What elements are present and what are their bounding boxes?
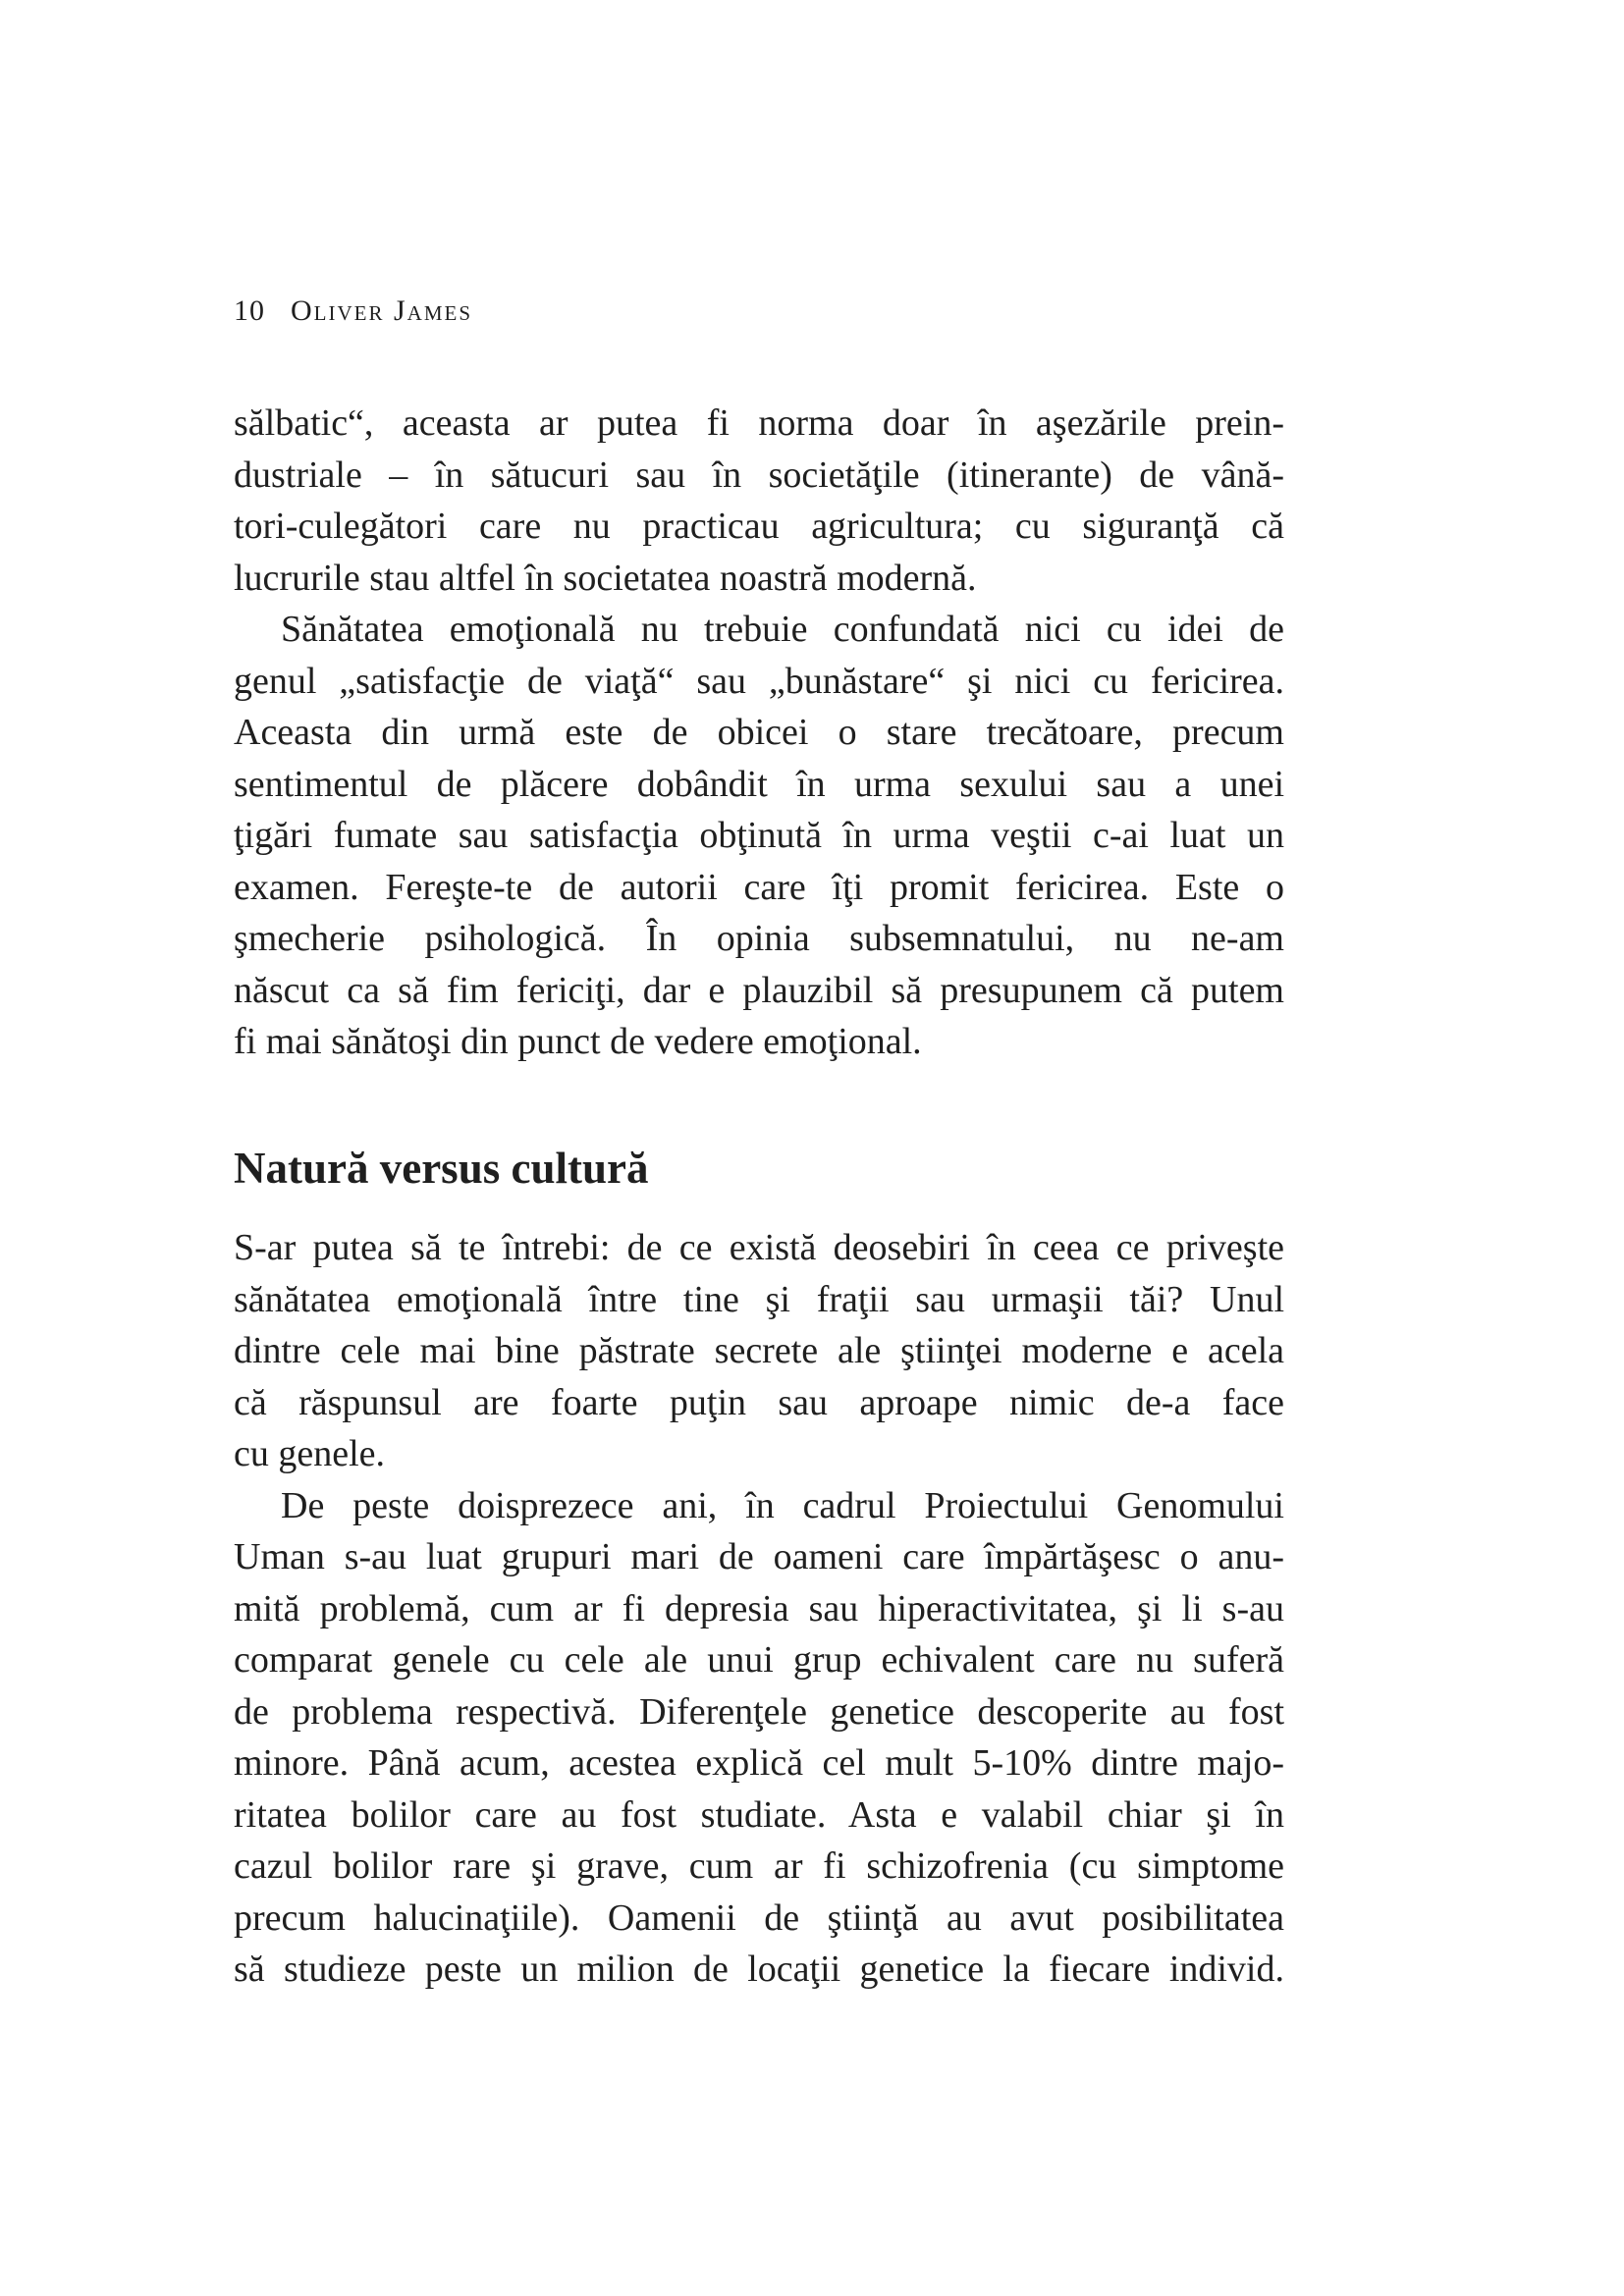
text-line: S-ar putea să te întrebi: de ce există deosebiri în ceea ce priveşte (234, 1227, 1284, 1268)
text-line: minore. Până acum, acestea explică cel mult 5-10% dintre majo- (234, 1742, 1284, 1784)
text-line: şmecherie psihologică. În opinia subsemnatului, nu ne-am (234, 918, 1284, 959)
text-line: lucrurile stau altfel în societatea noastră modernă. (234, 557, 977, 599)
text-line: Sănătatea emoţională nu trebuie confundată nici cu idei de (281, 609, 1284, 650)
text-line: De peste doisprezece ani, în cadrul Proiectului Genomului (281, 1484, 1284, 1526)
text-line: Uman s-au luat grupuri mari de oameni care împărtăşesc o anu- (234, 1536, 1284, 1577)
text-line: mită problemă, cum ar fi depresia sau hiperactivitatea, şi li s-au (234, 1587, 1284, 1629)
page-number: 10 (234, 294, 265, 327)
text-line: dintre cele mai bine păstrate secrete ale ştiinţei moderne e acela (234, 1330, 1284, 1371)
text-line: sălbatic“, aceasta ar putea fi norma doar în aşezările prein- (234, 402, 1284, 444)
text-line: de problema respectivă. Diferenţele genetice descoperite au fost (234, 1690, 1284, 1733)
text-line: comparat genele cu cele ale unui grup echivalent care nu suferă (234, 1639, 1284, 1681)
text-line: genul „satisfacţie de viaţă“ sau „bunăstare“ şi nici cu fericirea. (234, 660, 1284, 702)
text-line: fi mai sănătoşi din punct de vedere emoţional. (234, 1021, 922, 1062)
body-text-section-2 (234, 1222, 1284, 1996)
text-line: precum halucinaţiile). Oamenii de ştiinţă au avut posibilitatea (234, 1896, 1284, 1939)
text-line: dustriale – în sătucuri sau în societăţile (itinerante) de vână- (234, 454, 1284, 496)
author-name: Oliver James (291, 294, 473, 327)
text-line: examen. Fereşte-te de autorii care îţi promit fericirea. Este o (234, 866, 1284, 908)
body-text-section-1 (234, 398, 1284, 1068)
text-line: sănătatea emoţională între tine şi fraţii sau urmaşii tăi? Unul (234, 1278, 1284, 1320)
text-line: ritatea bolilor care au fost studiate. Asta e valabil chiar şi în (234, 1793, 1284, 1836)
text-line: tori-culegători care nu practicau agricultura; cu siguranţă că (234, 506, 1284, 547)
section-heading: Natură versus cultură (234, 1144, 649, 1193)
text-line: să studieze peste un milion de locaţii genetice la fiecare individ. (234, 1949, 1284, 1990)
running-head (234, 294, 472, 328)
text-line: că răspunsul are foarte puţin sau aproape nimic de-a face (234, 1381, 1284, 1423)
text-line: cazul bolilor rare şi grave, cum ar fi schizofrenia (cu simptome (234, 1845, 1284, 1887)
text-line: născut ca să fim fericiţi, dar e plauzibil să presupunem că putem (234, 969, 1284, 1011)
text-line: cu genele. (234, 1433, 386, 1474)
text-line: ţigări fumate sau satisfacţia obţinută în urma veştii c-ai luat un (234, 815, 1284, 856)
text-line: Aceasta din urmă este de obicei o stare trecătoare, precum (234, 712, 1284, 753)
text-line: sentimentul de plăcere dobândit în urma sexului sau a unei (234, 763, 1284, 805)
